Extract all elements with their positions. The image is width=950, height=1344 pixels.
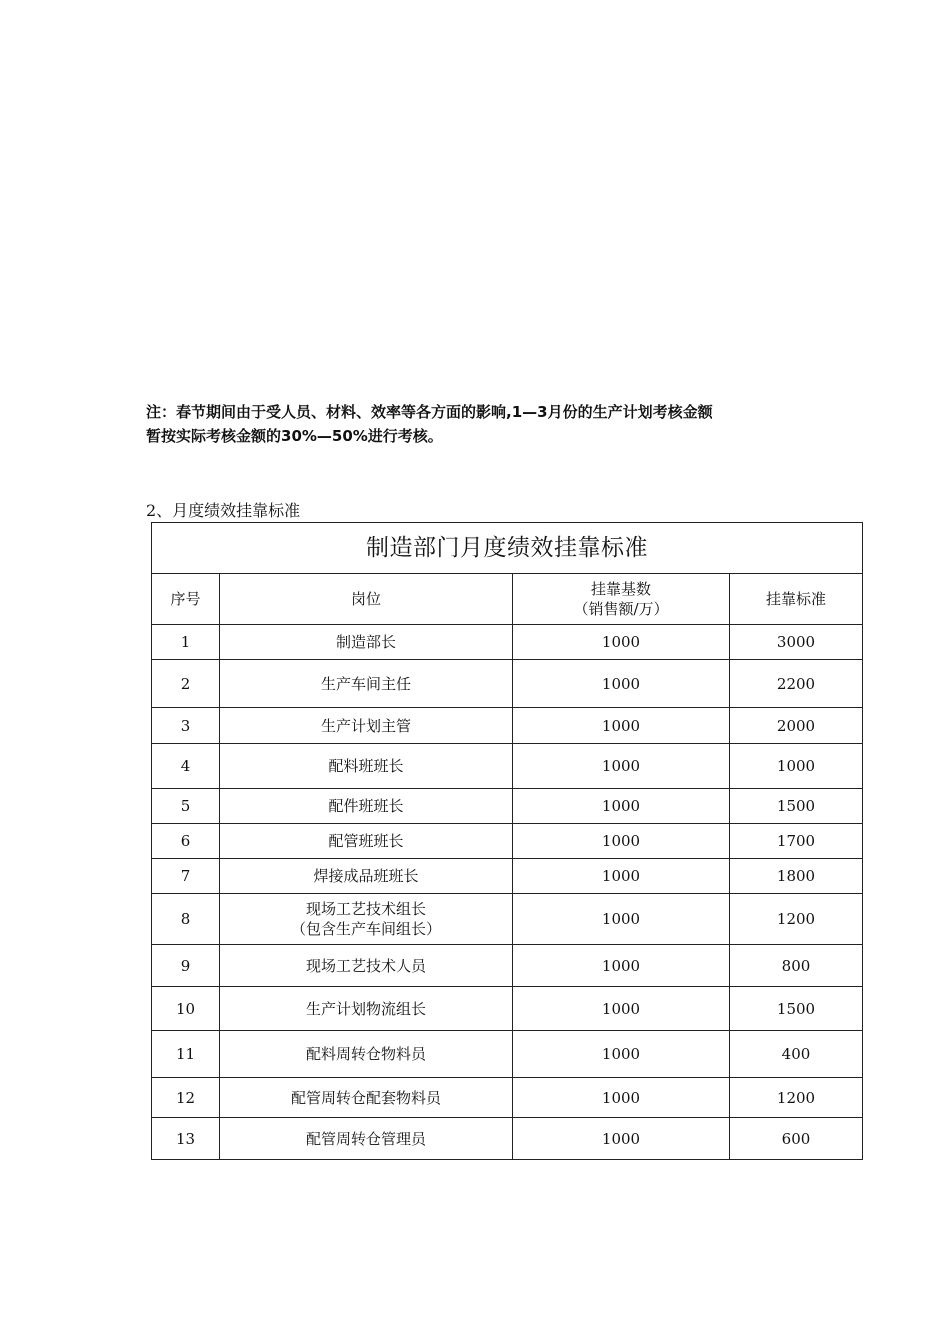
cell-standard: 1500 (730, 789, 863, 824)
cell-index: 9 (152, 945, 220, 987)
position-label: 配管周转仓管理员 (305, 1129, 426, 1148)
cell-index: 1 (152, 625, 220, 660)
cell-base: 1000 (513, 1031, 730, 1078)
table-row (152, 660, 863, 708)
cell-index: 3 (152, 708, 220, 744)
cell-base: 1000 (513, 1078, 730, 1118)
position-label: 配管班班长 (328, 832, 404, 850)
cell-standard: 1500 (730, 987, 863, 1031)
table-title: 制造部门月度绩效挂靠标准 (152, 523, 863, 574)
cell-standard: 600 (730, 1118, 863, 1160)
position-note: （包含生产车间组长） (290, 920, 441, 938)
table-row (152, 824, 863, 859)
cell-base: 1000 (513, 708, 730, 744)
performance-standard-table (151, 522, 863, 1160)
cell-base: 1000 (513, 744, 730, 789)
cell-position (220, 894, 513, 945)
cell-standard: 2200 (730, 660, 863, 708)
position-label: 配料班班长 (328, 757, 404, 775)
cell-base: 1000 (513, 987, 730, 1031)
cell-base: 1000 (513, 789, 730, 824)
cell-position (220, 824, 513, 859)
note-block (146, 400, 846, 448)
table-row (152, 1031, 863, 1078)
cell-standard: 2000 (730, 708, 863, 744)
cell-position (220, 987, 513, 1031)
position-label: 现场工艺技术组长 (305, 900, 426, 918)
cell-index: 7 (152, 859, 220, 894)
cell-position (220, 625, 513, 660)
cell-position (220, 789, 513, 824)
cell-standard: 1200 (730, 894, 863, 945)
cell-position (220, 744, 513, 789)
cell-index: 12 (152, 1078, 220, 1118)
cell-standard: 800 (730, 945, 863, 987)
cell-position (220, 859, 513, 894)
header-base-label: 挂靠基数 (590, 580, 651, 598)
header-base-unit: （销售额/万） (573, 600, 669, 618)
cell-base: 1000 (513, 1118, 730, 1160)
cell-standard: 1700 (730, 824, 863, 859)
header-index: 序号 (152, 574, 220, 625)
cell-standard: 1200 (730, 1078, 863, 1118)
position-label: 生产计划主管 (320, 716, 411, 735)
cell-base: 1000 (513, 945, 730, 987)
cell-index: 2 (152, 660, 220, 708)
table-row (152, 987, 863, 1031)
cell-standard: 3000 (730, 625, 863, 660)
position-label: 现场工艺技术人员 (305, 956, 426, 975)
header-standard: 挂靠标准 (730, 574, 863, 625)
table-row (152, 744, 863, 789)
position-label: 配管周转仓配套物料员 (290, 1088, 441, 1107)
cell-index: 8 (152, 894, 220, 945)
cell-position (220, 1078, 513, 1118)
cell-standard: 1000 (730, 744, 863, 789)
position-label: 生产车间主任 (320, 674, 411, 693)
table-row (152, 1078, 863, 1118)
cell-index: 13 (152, 1118, 220, 1160)
cell-position (220, 660, 513, 708)
table-row (152, 789, 863, 824)
cell-base: 1000 (513, 859, 730, 894)
cell-standard: 1800 (730, 859, 863, 894)
cell-index: 4 (152, 744, 220, 789)
table-header-row (152, 574, 863, 625)
cell-position (220, 945, 513, 987)
header-position: 岗位 (220, 574, 513, 625)
cell-base: 1000 (513, 824, 730, 859)
table-row (152, 859, 863, 894)
table-row (152, 625, 863, 660)
cell-base: 1000 (513, 660, 730, 708)
table-row (152, 708, 863, 744)
table-body (152, 625, 863, 1160)
table-row (152, 945, 863, 987)
cell-position (220, 1118, 513, 1160)
cell-index: 5 (152, 789, 220, 824)
note-line-1: 注：春节期间由于受人员、材料、效率等各方面的影响,1—3月份的生产计划考核金额 (146, 403, 713, 421)
section-heading: 2、月度绩效挂靠标准 (146, 501, 301, 520)
cell-index: 11 (152, 1031, 220, 1078)
table-row (152, 1118, 863, 1160)
position-label: 焊接成品班班长 (313, 867, 419, 885)
position-label: 配料周转仓物料员 (305, 1045, 426, 1063)
note-line-2: 暂按实际考核金额的30%—50%进行考核。 (146, 427, 443, 445)
position-label: 配件班班长 (328, 797, 404, 815)
position-label: 生产计划物流组长 (305, 999, 426, 1018)
cell-index: 6 (152, 824, 220, 859)
cell-base: 1000 (513, 894, 730, 945)
table-row (152, 894, 863, 945)
position-label: 制造部长 (335, 633, 396, 651)
cell-index: 10 (152, 987, 220, 1031)
header-base (513, 574, 730, 625)
cell-base: 1000 (513, 625, 730, 660)
cell-position (220, 708, 513, 744)
cell-position (220, 1031, 513, 1078)
cell-standard: 400 (730, 1031, 863, 1078)
